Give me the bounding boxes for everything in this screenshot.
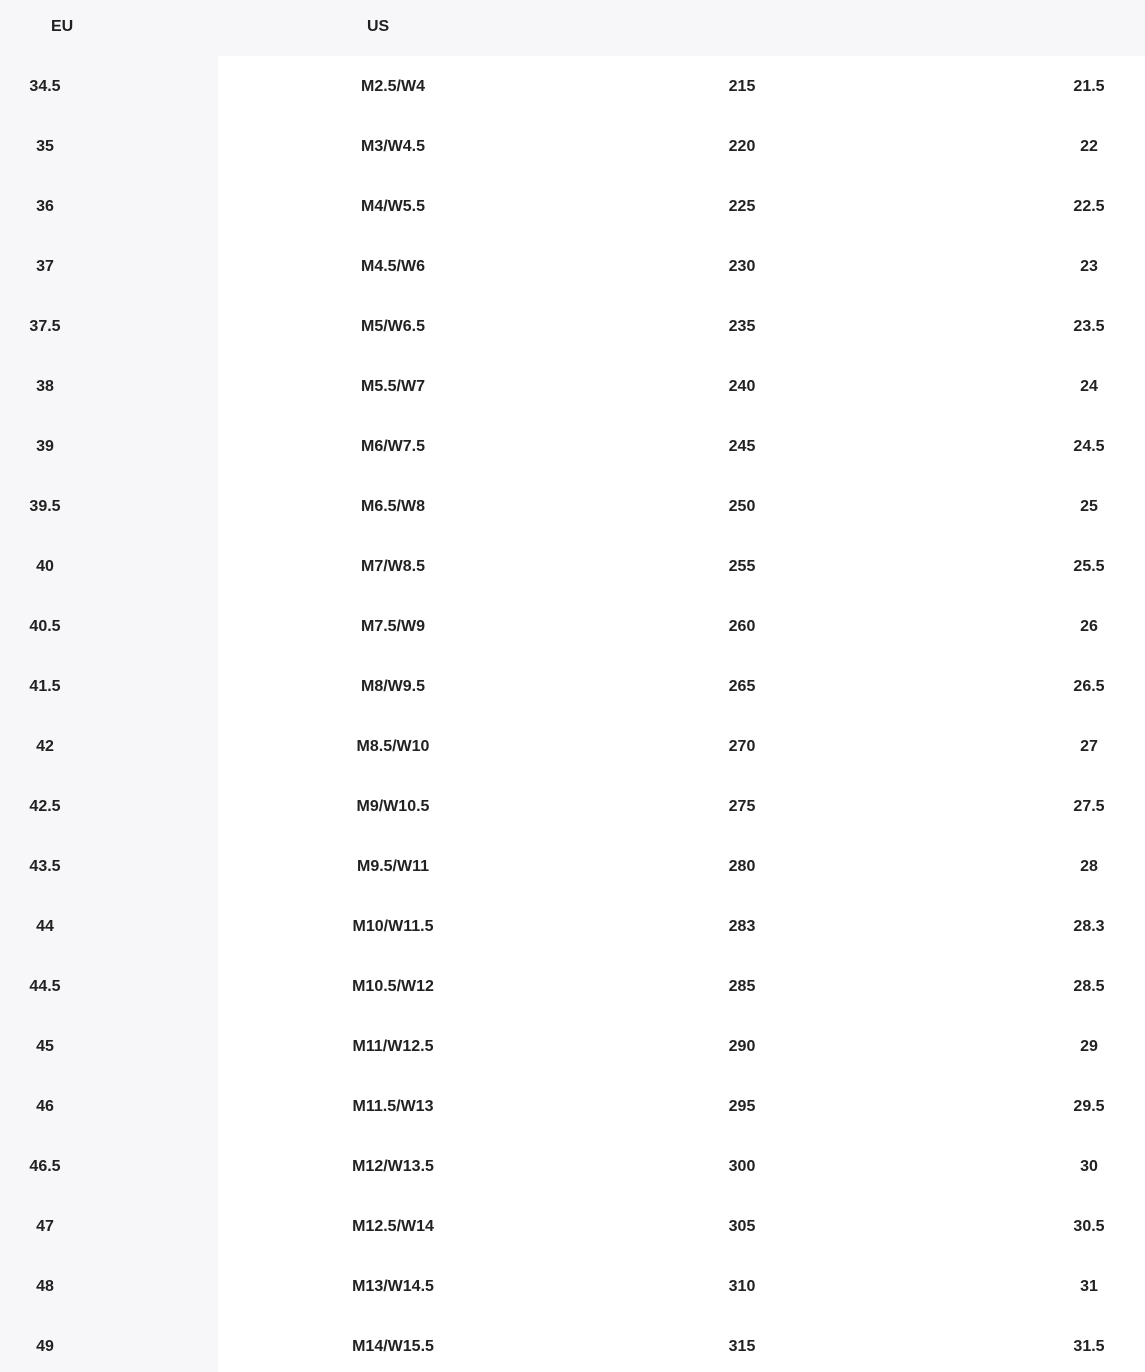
table-row — [0, 116, 1145, 176]
table-row — [0, 476, 1145, 536]
size-table-body — [0, 56, 1145, 1372]
cell-col4: 22.5 — [1073, 198, 1105, 215]
table-row — [0, 716, 1145, 776]
cell-eu: 43.5 — [29, 858, 61, 875]
cell-us: M9/W10.5 — [356, 798, 430, 815]
cell-eu: 47 — [36, 1218, 54, 1235]
cell-col3: 250 — [728, 498, 756, 515]
cell-us: M4/W5.5 — [360, 198, 425, 215]
cell-col3: 310 — [728, 1278, 756, 1295]
cell-col3: 270 — [728, 738, 756, 755]
table-row — [0, 1316, 1145, 1372]
table-row — [0, 356, 1145, 416]
cell-eu: 38 — [36, 378, 54, 395]
cell-col4: 29 — [1080, 1038, 1098, 1055]
cell-eu: 35 — [36, 138, 54, 155]
table-header-row — [0, 0, 1145, 56]
cell-col4: 27.5 — [1073, 798, 1105, 815]
cell-eu: 44.5 — [29, 978, 61, 995]
cell-us: M2.5/W4 — [360, 78, 425, 95]
cell-us: M6/W7.5 — [360, 438, 425, 455]
cell-eu: 39.5 — [29, 498, 61, 515]
cell-us: M11/W12.5 — [352, 1038, 434, 1055]
cell-us: M5/W6.5 — [360, 318, 425, 335]
cell-col4: 21.5 — [1073, 78, 1105, 95]
table-row — [0, 1256, 1145, 1316]
cell-eu: 36 — [36, 198, 54, 215]
cell-col3: 290 — [728, 1038, 756, 1055]
cell-eu: 40.5 — [29, 618, 61, 635]
cell-col4: 28.3 — [1073, 918, 1105, 935]
cell-col4: 22 — [1080, 138, 1098, 155]
cell-us: M7.5/W9 — [360, 618, 425, 635]
cell-eu: 42 — [36, 738, 54, 755]
cell-col4: 30.5 — [1073, 1218, 1105, 1235]
cell-col3: 275 — [728, 798, 756, 815]
cell-col4: 28.5 — [1073, 978, 1105, 995]
cell-col4: 25.5 — [1073, 558, 1105, 575]
table-row — [0, 1076, 1145, 1136]
table-row — [0, 896, 1145, 956]
cell-col3: 240 — [728, 378, 756, 395]
cell-col4: 23.5 — [1073, 318, 1105, 335]
table-row — [0, 536, 1145, 596]
cell-col3: 230 — [728, 258, 756, 275]
cell-col3: 305 — [728, 1218, 756, 1235]
header-us: US — [367, 18, 390, 35]
table-row — [0, 656, 1145, 716]
table-row — [0, 416, 1145, 476]
cell-us: M8/W9.5 — [360, 678, 425, 695]
cell-col3: 265 — [728, 678, 756, 695]
cell-col4: 31 — [1080, 1278, 1098, 1295]
cell-us: M6.5/W8 — [360, 498, 425, 515]
table-row — [0, 56, 1145, 116]
cell-col4: 24.5 — [1073, 438, 1105, 455]
cell-us: M3/W4.5 — [360, 138, 425, 155]
cell-col3: 220 — [728, 138, 756, 155]
cell-us: M14/W15.5 — [352, 1338, 434, 1355]
cell-us: M9.5/W11 — [356, 858, 430, 875]
cell-col4: 23 — [1080, 258, 1098, 275]
table-row — [0, 956, 1145, 1016]
cell-us: M8.5/W10 — [356, 738, 430, 755]
cell-us: M13/W14.5 — [352, 1278, 434, 1295]
cell-eu: 49 — [36, 1338, 54, 1355]
cell-col4: 31.5 — [1073, 1338, 1105, 1355]
table-row — [0, 1136, 1145, 1196]
cell-eu: 45 — [36, 1038, 54, 1055]
cell-col3: 295 — [728, 1098, 756, 1115]
cell-col4: 27 — [1080, 738, 1098, 755]
cell-col4: 26.5 — [1073, 678, 1105, 695]
header-eu: EU — [51, 18, 74, 35]
cell-col4: 29.5 — [1073, 1098, 1105, 1115]
cell-us: M12/W13.5 — [352, 1158, 434, 1175]
cell-col3: 283 — [728, 918, 756, 935]
cell-col3: 315 — [728, 1338, 756, 1355]
cell-col3: 300 — [728, 1158, 756, 1175]
table-row — [0, 1016, 1145, 1076]
table-row — [0, 296, 1145, 356]
cell-eu: 46 — [36, 1098, 54, 1115]
cell-us: M10/W11.5 — [352, 918, 434, 935]
cell-eu: 42.5 — [29, 798, 61, 815]
cell-col3: 225 — [728, 198, 756, 215]
cell-eu: 37.5 — [29, 318, 61, 335]
cell-col3: 285 — [728, 978, 756, 995]
cell-col3: 280 — [728, 858, 756, 875]
table-row — [0, 596, 1145, 656]
cell-us: M12.5/W14 — [352, 1218, 434, 1235]
cell-col4: 25 — [1080, 498, 1098, 515]
cell-us: M5.5/W7 — [360, 378, 425, 395]
cell-eu: 39 — [36, 438, 54, 455]
cell-eu: 40 — [36, 558, 54, 575]
cell-us: M11.5/W13 — [352, 1098, 434, 1115]
table-row — [0, 1196, 1145, 1256]
cell-us: M4.5/W6 — [360, 258, 425, 275]
cell-us: M10.5/W12 — [352, 978, 434, 995]
cell-eu: 34.5 — [29, 78, 61, 95]
cell-eu: 37 — [36, 258, 54, 275]
cell-eu: 44 — [36, 918, 54, 935]
cell-eu: 48 — [36, 1278, 54, 1295]
cell-us: M7/W8.5 — [360, 558, 425, 575]
cell-col4: 24 — [1080, 378, 1098, 395]
cell-eu: 41.5 — [29, 678, 61, 695]
cell-col3: 245 — [728, 438, 756, 455]
cell-col3: 215 — [728, 78, 756, 95]
table-row — [0, 776, 1145, 836]
cell-col4: 30 — [1080, 1158, 1098, 1175]
cell-col3: 255 — [728, 558, 756, 575]
table-row — [0, 836, 1145, 896]
table-row — [0, 236, 1145, 296]
table-row — [0, 176, 1145, 236]
cell-col3: 260 — [728, 618, 756, 635]
cell-col4: 28 — [1080, 858, 1098, 875]
cell-col3: 235 — [728, 318, 756, 335]
cell-col4: 26 — [1080, 618, 1098, 635]
cell-eu: 46.5 — [29, 1158, 61, 1175]
